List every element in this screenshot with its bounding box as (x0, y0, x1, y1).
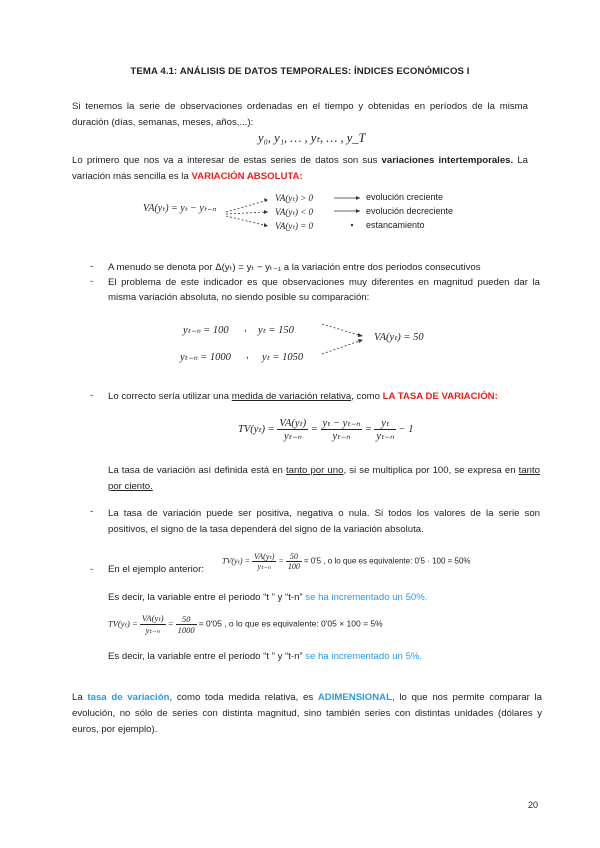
example-row2-sep: , (246, 350, 249, 361)
va-formula: VA(yₜ) = yₜ − yₜ₋ₙ (143, 203, 217, 214)
bullet-relative: Lo correcto sería utilizar una medida de variación relativa, como LA TASA DE VARIACIÓN: (108, 391, 498, 402)
va-case-3: VA(yₜ) = 0 (275, 221, 314, 231)
example2-conclusion: Es decir, la variable entre el periodo “t ” y “t-n” se ha incrementado un 5%. (108, 651, 423, 662)
series-formula: y₀, y₁, … , yₜ, … , y_T (258, 131, 366, 145)
tv-formula: TV(yₜ) = $\frac{\text{VA(yₜ)}}{\text{yₜ₋ₙ}}$ = $\frac{\text{yₜ − yₜ₋ₙ}}{\text{yₜ₋ₙ}}$ = $\frac{\text{yₜ}}{\text{yₜ₋ₙ}}$ − 1 (238, 418, 414, 442)
example-row1-sep: , (244, 323, 247, 334)
bullet-dash: - (90, 506, 94, 517)
va-case-1: VA(yₜ) > 0 (275, 193, 314, 203)
bullet-dash: - (90, 564, 94, 575)
bullet-delta: A menudo se denota por Δ(yₜ) = yₜ − yₜ₋₁ a la variación entre dos periodos consecutivos (108, 262, 481, 273)
page-title: TEMA 4.1: ANÁLISIS DE DATOS TEMPORALES: ÍNDICES ECONÓMICOS I (130, 66, 470, 77)
bullet-dash: - (90, 276, 94, 287)
closing-paragraph: La tasa de variación, como toda medida relativa, es ADIMENSIONAL, lo que nos permite comparar la evolución, no sólo de series con distinta magnitud, sino también series con distintas unidades (dólares y euros, por ejemplo). (72, 692, 543, 735)
example-row2-a: yₜ₋ₙ = 1000 (180, 352, 231, 363)
example-row1-a: yₜ₋ₙ = 100 (183, 325, 229, 336)
bullet-dash: - (90, 261, 94, 272)
va-meaning-2: evolución decreciente (366, 206, 454, 216)
example1-conclusion: Es decir, la variable entre el periodo “t ” y “t-n” se ha incrementado un 50%. (108, 592, 428, 603)
bullet-problem: El problema de este indicador es que observaciones muy diferentes en magnitud pueden dar la misma variación absoluta, no siendo posible su comparación: (108, 277, 540, 303)
example2-formula: TV(yₜ) = $\frac{\text{VA(yₜ)}}{\text{yₜ₋ₙ}}$ = $\frac{50}{1000}$ = 0'05 , o lo que es equivalente: 0'05 × 100 = 5% (108, 613, 383, 635)
example-result: VA(yₜ) = 50 (374, 332, 424, 343)
va-case-2: VA(yₜ) < 0 (275, 207, 314, 217)
bullet-dash: - (90, 390, 94, 401)
bullet-sign: La tasa de variación puede ser positiva, negativa o nula. Si todos los valores de la serie son positivos, el signo de la tasa dependerá del signo de la variación absoluta. (108, 508, 540, 535)
intro-paragraph: Si tenemos la serie de observaciones ordenadas en el tiempo y obtenidas en períodos de la misma duración (días, semanas, meses, años,...): (72, 101, 528, 128)
example-label: En el ejemplo anterior: (108, 564, 204, 575)
example-row2-b: yₜ = 1050 (262, 352, 304, 363)
relative-measure-link: medida de variación relativa (231, 391, 352, 402)
example-converge-arrows (318, 318, 368, 360)
tv-note: La tasa de variación así definida está en tanto por uno, si se multiplica por 100, se expresa en tanto por ciento. (108, 465, 541, 492)
intertemporal-paragraph: Lo primero que nos va a interesar de estas series de datos son sus variaciones intertemporales. La variación más sencilla es la VARIACIÓN ABSOLUTA: (72, 155, 528, 182)
example-row1-b: yₜ = 150 (258, 325, 294, 336)
va-meaning-1: evolución creciente (366, 192, 444, 202)
example1-formula: TV(yₜ) = $\frac{\text{VA(yₜ)}}{\text{yₜ₋ₙ}}$ = $\frac{50}{100}$ = 0'5 , o lo que es equivalente: 0'5 · 100 = 50% (222, 552, 471, 571)
page-number: 20 (527, 800, 538, 810)
va-meaning-3: estancamiento (366, 220, 425, 230)
